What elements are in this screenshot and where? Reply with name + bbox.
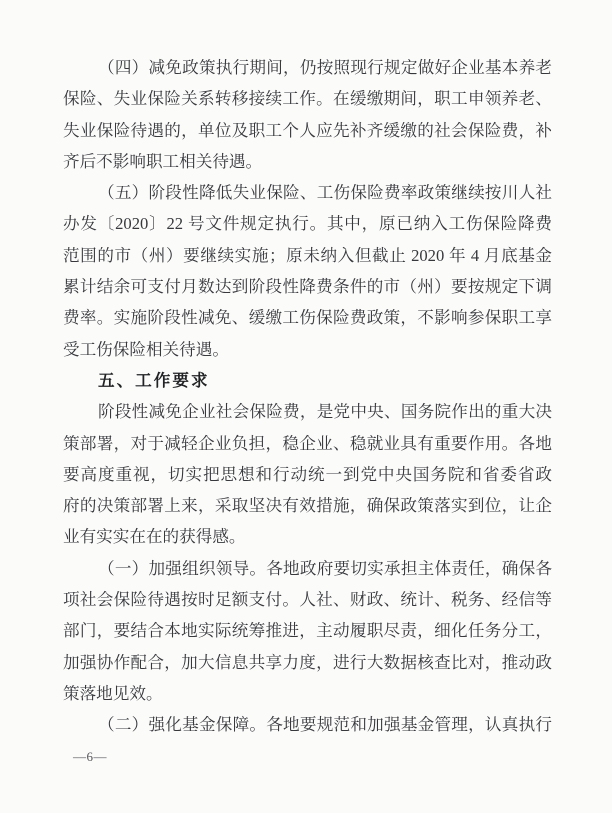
text-line: 府的决策部署上来，采取坚决有效措施，确保政策落实到位，让企 [63, 496, 552, 516]
text-line: 受工伤保险相关待遇。 [63, 339, 229, 359]
text-line: 齐后不影响职工相关待遇。 [63, 151, 263, 171]
text-line: 要高度重视，切实把思想和行动统一到党中央国务院和省委省政 [63, 464, 552, 484]
para-item1-strengthen-leadership [63, 553, 552, 709]
para-item2-fund-guarantee [63, 709, 552, 740]
text-line: 策部署，对于减轻企业负担，稳企业、稳就业具有重要作用。各地 [63, 433, 552, 453]
text-line: 办发〔2020〕22 号文件规定执行。其中，原已纳入工伤保险降费 [63, 214, 552, 234]
text-line: 失业保险待遇的，单位及职工个人应先补齐缓缴的社会保险费，补 [63, 120, 552, 140]
page-number: —6— [73, 749, 107, 764]
para-importance-statement [63, 396, 552, 552]
text-line: 项社会保险待遇按时足额支付。人社、财政、统计、税务、经信等 [63, 590, 552, 610]
text-line: 业有实实在在的获得感。 [63, 527, 246, 547]
text-line: （五）阶段性降低失业保险、工伤保险费率政策继续按川人社 [98, 183, 552, 203]
document-body [63, 52, 552, 741]
heading-section5-work-requirements [63, 365, 552, 396]
text-line: 五、工作要求 [98, 370, 210, 390]
text-line: 策落地见效。 [63, 683, 163, 703]
text-line: 累计结余可支付月数达到阶段性降费条件的市（州）要按规定下调 [63, 277, 552, 297]
text-line: 费率。实施阶段性减免、缓缴工伤保险费政策，不影响参保职工享 [63, 308, 552, 328]
text-line: （四）减免政策执行期间，仍按照现行规定做好企业基本养老 [98, 58, 552, 77]
text-line: 保险、失业保险关系转移接续工作。在缓缴期间，职工申领养老、 [63, 89, 552, 109]
text-line: 加强协作配合，加大信息共享力度，进行大数据核查比对，推动政 [63, 652, 552, 672]
para-item5-rate-reduction [63, 177, 552, 365]
text-line: （一）加强组织领导。各地政府要切实承担主体责任，确保各 [98, 558, 552, 578]
text-line: 阶段性减免企业社会保险费，是党中央、国务院作出的重大决 [98, 402, 552, 422]
para-item4-pension-transfer [63, 52, 552, 177]
text-line: （二）强化基金保障。各地要规范和加强基金管理，认真执行 [98, 715, 552, 735]
text-line: 部门，要结合本地实际统筹推进，主动履职尽责，细化任务分工， [63, 621, 552, 641]
text-line: 范围的市（州）要继续实施；原未纳入但截止 2020 年 4 月底基金 [63, 245, 552, 265]
